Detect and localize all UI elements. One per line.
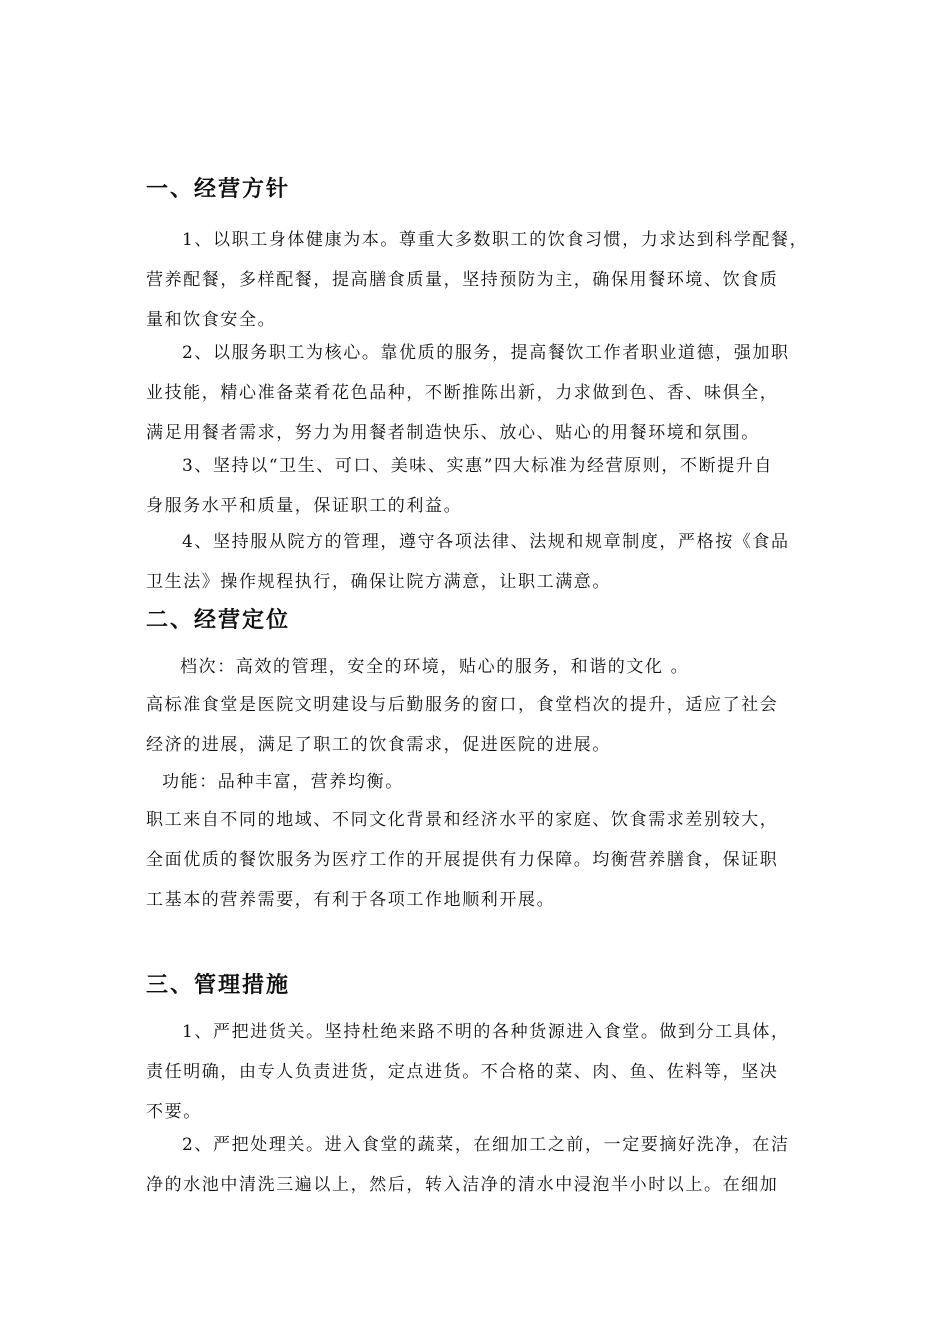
s1-paragraph-2 xyxy=(146,333,806,453)
section-heading-1: 一、经营方针 xyxy=(146,177,291,202)
text-line: 1、严把进货关。坚持杜绝来路不明的各种货源进入食堂。做到分工具体， xyxy=(182,1022,790,1042)
text-line: 2、严把处理关。进入食堂的蔬菜，在细加工之前，一定要摘好洗净，在洁 xyxy=(182,1135,790,1155)
text-line: 业技能，精心准备菜肴花色品种，不断推陈出新，力求做到色、香、味俱全， xyxy=(146,383,779,403)
text-line: 档次：高效的管理，安全的环境，贴心的服务，和谐的文化 。 xyxy=(180,657,690,677)
s2-paragraph-1 xyxy=(146,647,806,687)
text-line: 量和饮食安全。 xyxy=(146,310,277,330)
s2-paragraph-4 xyxy=(146,800,806,920)
text-line: 净的水池中清洗三遍以上，然后，转入洁净的清水中浸泡半小时以上。在细加 xyxy=(146,1175,779,1195)
s1-paragraph-1 xyxy=(146,220,809,340)
text-line: 卫生法》操作规程执行，确保让院方满意，让职工满意。 xyxy=(146,572,611,592)
text-line: 全面优质的餐饮服务为医疗工作的开展提供有力保障。均衡营养膳食，保证职 xyxy=(146,850,779,870)
s3-paragraph-2 xyxy=(146,1125,806,1205)
section-heading-3: 三、管理措施 xyxy=(146,973,291,998)
section-heading-2: 二、经营定位 xyxy=(146,608,291,633)
text-line: 4、坚持服从院方的管理，遵守各项法律、法规和规章制度，严格按《食品 xyxy=(182,532,790,552)
text-line: 责任明确，由专人负责进货，定点进货。不合格的菜、肉、鱼、佐料等，坚决 xyxy=(146,1062,779,1082)
text-line: 身服务水平和质量，保证职工的利益。 xyxy=(146,496,463,516)
text-line: 营养配餐，多样配餐，提高膳食质量，坚持预防为主，确保用餐环境、饮食质 xyxy=(146,270,779,290)
text-line: 功能：品种丰富，营养均衡。 xyxy=(162,772,404,792)
text-line: 不要。 xyxy=(146,1102,202,1122)
s2-paragraph-3 xyxy=(146,762,806,802)
text-line: 工基本的营养需要，有利于各项工作地顺利开展。 xyxy=(146,890,556,910)
text-line: 满足用餐者需求，努力为用餐者制造快乐、放心、贴心的用餐环境和氛围。 xyxy=(146,423,760,443)
text-line: 经济的进展，满足了职工的饮食需求，促进医院的进展。 xyxy=(146,735,611,755)
text-line: 2、以服务职工为核心。靠优质的服务，提高餐饮工作者职业道德，强加职 xyxy=(182,343,790,363)
s3-paragraph-1 xyxy=(146,1012,806,1132)
text-line: 高标准食堂是医院文明建设与后勤服务的窗口，食堂档次的提升，适应了社会 xyxy=(146,695,779,715)
s2-paragraph-2 xyxy=(146,685,806,765)
text-line: 3、坚持以“卫生、可口、美味、实惠”四大标准为经营原则，不断提升自 xyxy=(182,456,773,476)
s1-paragraph-4 xyxy=(146,522,806,602)
text-line: 职工来自不同的地域、不同文化背景和经济水平的家庭、饮食需求差别较大， xyxy=(146,810,779,830)
text-line: 1、以职工身体健康为本。尊重大多数职工的饮食习惯，力求达到科学配餐， xyxy=(182,230,809,250)
s1-paragraph-3 xyxy=(146,446,806,526)
